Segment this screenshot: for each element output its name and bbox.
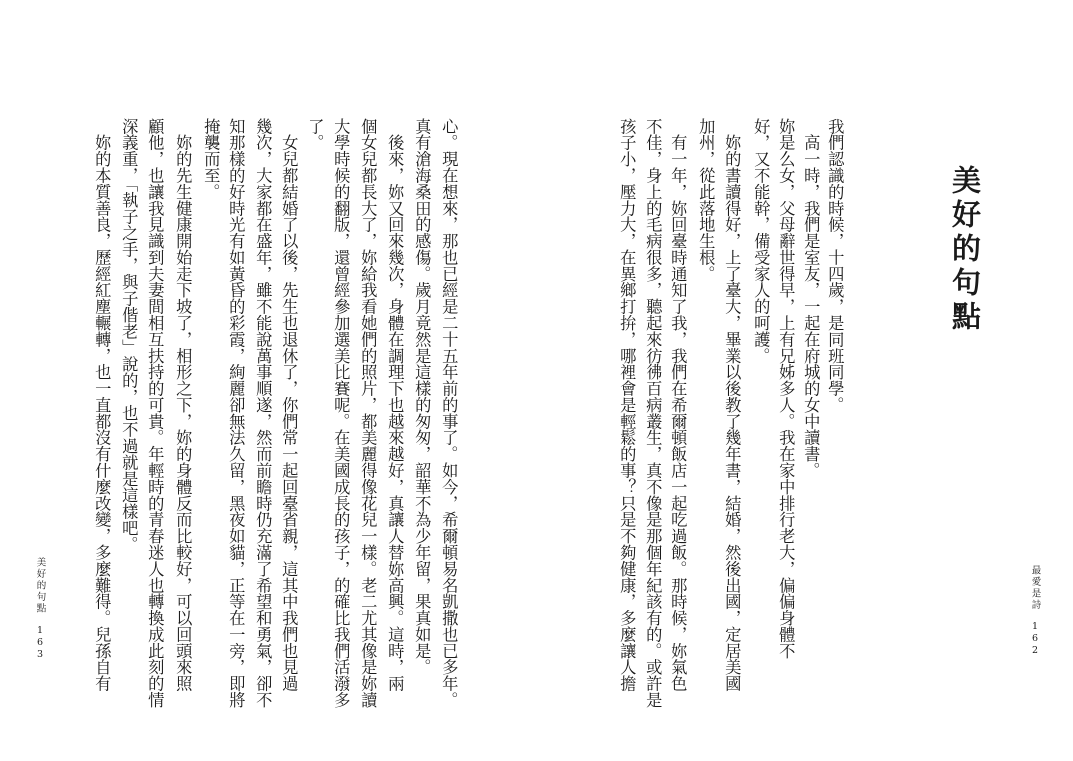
text-column: 掩襲而至。 xyxy=(201,118,221,200)
running-head-left xyxy=(35,557,45,661)
text-column: 深義重，「執子之手，與子偕老」說的，也不過就是這樣吧。 xyxy=(119,118,139,553)
text-column: 有一年，妳回臺時通知了我，我們在希爾頓飯店一起吃過飯。那時候，妳氣色 xyxy=(668,118,688,692)
text-column: 心。現在想來，那也已經是二十五年前的事了。如今，希爾頓易名凱撒也已多年。 xyxy=(439,118,459,709)
text-column: 大學時候的翻版，還曾經參加選美比賽呢。在美國成長的孩子，的確比我們活潑多 xyxy=(331,118,351,709)
text-column: 顧他，也讓我見識到夫妻間相互扶持的可貴。年輕時的青春迷人也轉換成此刻的情 xyxy=(145,118,165,709)
text-column: 後來，妳又回來幾次，身體在調理下也越來越好，真讓人替妳高興。這時，兩 xyxy=(385,118,405,692)
text-column: 幾次，大家都在盛年，雖不能說萬事順遂，然而前瞻時仍充滿了希望和勇氣，卻不 xyxy=(253,118,273,709)
text-column: 我們認識的時候，十四歲，是同班同學。 xyxy=(825,118,845,414)
text-column: 孩子小，壓力大，在異鄉打拚，哪裡會是輕鬆的事？只是不夠健康，多麼讓人擔 xyxy=(617,118,637,692)
text-column: 妳的本質善良，歷經紅塵輾轉，也一直都沒有什麼改變，多麼難得。兒孫自有 xyxy=(92,118,112,692)
text-column: 妳的先生健康開始走下坡了，相形之下，妳的身體反而比較好，可以回頭來照 xyxy=(173,118,193,692)
text-column: 高一時，我們是室友，一起在府城的女中讀書。 xyxy=(801,118,821,479)
text-column: 妳的書讀得好，上了臺大，畢業以後教了幾年書，結婚，然後出國，定居美國 xyxy=(722,118,742,692)
text-column: 了。 xyxy=(305,118,325,151)
running-head-right-text: 最愛是詩 xyxy=(1029,565,1041,611)
page-number-right: 162 xyxy=(1029,621,1041,657)
text-column: 知那樣的好時光有如黃昏的彩霞，絢麗卻無法久留，黑夜如貓，正等在一旁，即將 xyxy=(226,118,246,709)
running-head-right xyxy=(1030,565,1040,657)
chapter-title: 美好的句點 xyxy=(948,165,982,335)
text-column: 女兒都結婚了以後，先生也退休了，你們常一起回臺省親，這其中我們也見過 xyxy=(279,118,299,692)
text-column: 個女兒都長大了，妳給我看她們的照片，都美麗得像花兒一樣。老二尤其像是妳讀 xyxy=(358,118,378,709)
page-number-left: 163 xyxy=(34,624,46,661)
text-column: 加州，從此落地生根。 xyxy=(696,118,716,282)
text-column: 好，又不能幹，備受家人的呵護。 xyxy=(751,118,771,364)
text-column: 真有滄海桑田的感傷。歲月竟然是這樣的匆匆，韶華不為少年留，果真如是。 xyxy=(412,118,432,676)
text-column: 不佳，身上的毛病很多，聽起來彷彿百病叢生，真不像是那個年紀該有的。或許是 xyxy=(643,118,663,709)
running-head-left-text: 美好的句點 xyxy=(34,557,46,615)
text-column: 妳是么女，父母辭世得早，上有兄姊多人。我在家中排行老大，偏偏身體不 xyxy=(776,118,796,659)
